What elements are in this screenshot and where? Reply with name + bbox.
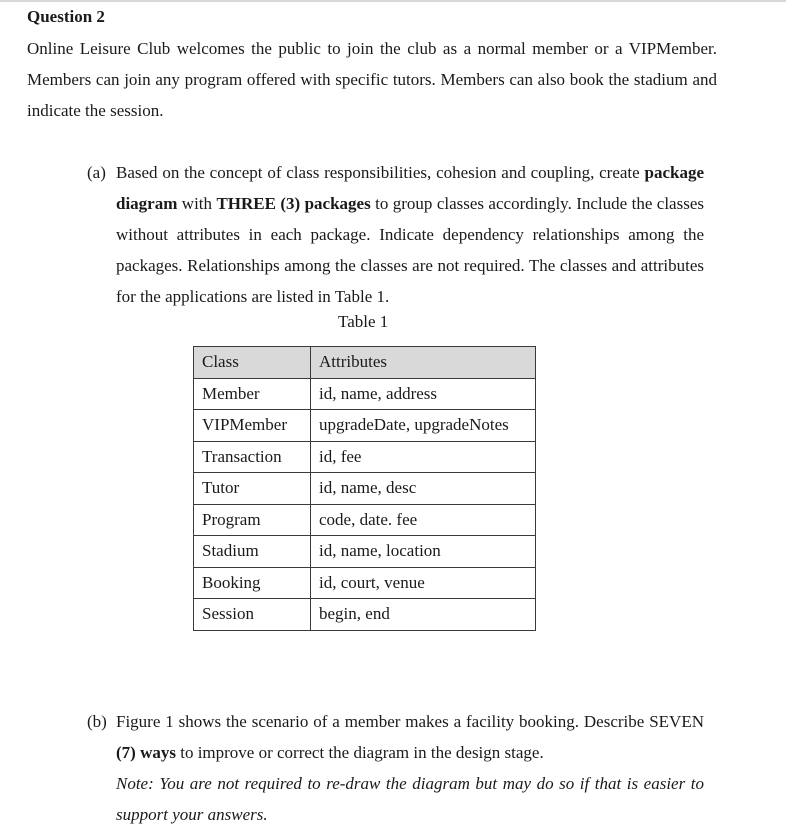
table-row — [194, 473, 536, 505]
class-cell: Member — [194, 378, 311, 410]
class-cell: Transaction — [194, 441, 311, 473]
part-b — [87, 706, 704, 830]
table-header-row — [194, 347, 536, 379]
question-title: Question 2 — [27, 7, 105, 26]
header-attributes: Attributes — [311, 347, 536, 379]
attributes-cell: upgradeDate, upgradeNotes — [311, 410, 536, 442]
attributes-cell: id, court, venue — [311, 567, 536, 599]
table-row — [194, 441, 536, 473]
part-a-text-3: to group classes accordingly. Include the classes without attributes in each package. Indicate dependency relationships among the packages. Relationships among the classes are not required. The classes and attributes for the applications are listed in Table 1. — [116, 194, 704, 306]
part-b-note: Note: You are not required to re-draw the diagram but may do so if that is easier to support your answers. — [116, 774, 704, 824]
part-a — [87, 157, 704, 312]
part-a-text-2: with — [177, 194, 217, 213]
part-a-label: (a) — [87, 163, 106, 182]
attributes-cell: id, name, desc — [311, 473, 536, 505]
table-row — [194, 504, 536, 536]
part-b-text-1: Figure 1 shows the scenario of a member makes a facility booking. Describe SEVEN — [116, 712, 704, 731]
header-class: Class — [194, 347, 311, 379]
table-caption: Table 1 — [338, 312, 389, 331]
table-row — [194, 599, 536, 631]
intro-paragraph: Online Leisure Club welcomes the public to join the club as a normal member or a VIPMember. Members can join any program offered with specific tutors. Members can also book the stadium and indicate the session. — [27, 39, 717, 120]
attributes-cell: code, date. fee — [311, 504, 536, 536]
class-cell: Stadium — [194, 536, 311, 568]
class-cell: Program — [194, 504, 311, 536]
part-a-text-1: Based on the concept of class responsibilities, cohesion and coupling, create — [116, 163, 645, 182]
class-attributes-table — [193, 346, 536, 631]
part-a-bold-2: THREE (3) packages — [216, 194, 371, 213]
class-cell: Session — [194, 599, 311, 631]
attributes-cell: id, name, location — [311, 536, 536, 568]
part-b-label: (b) — [87, 712, 107, 731]
part-b-bold-1: (7) ways — [116, 743, 176, 762]
table-row — [194, 536, 536, 568]
class-cell: Tutor — [194, 473, 311, 505]
table-row — [194, 410, 536, 442]
attributes-cell: begin, end — [311, 599, 536, 631]
part-a-bold-1: package diagram — [116, 163, 704, 213]
table-row — [194, 567, 536, 599]
class-cell: Booking — [194, 567, 311, 599]
attributes-cell: id, fee — [311, 441, 536, 473]
part-b-text-2: to improve or correct the diagram in the design stage. — [175, 743, 544, 762]
top-divider — [0, 0, 786, 2]
class-cell: VIPMember — [194, 410, 311, 442]
attributes-cell: id, name, address — [311, 378, 536, 410]
table-row — [194, 378, 536, 410]
